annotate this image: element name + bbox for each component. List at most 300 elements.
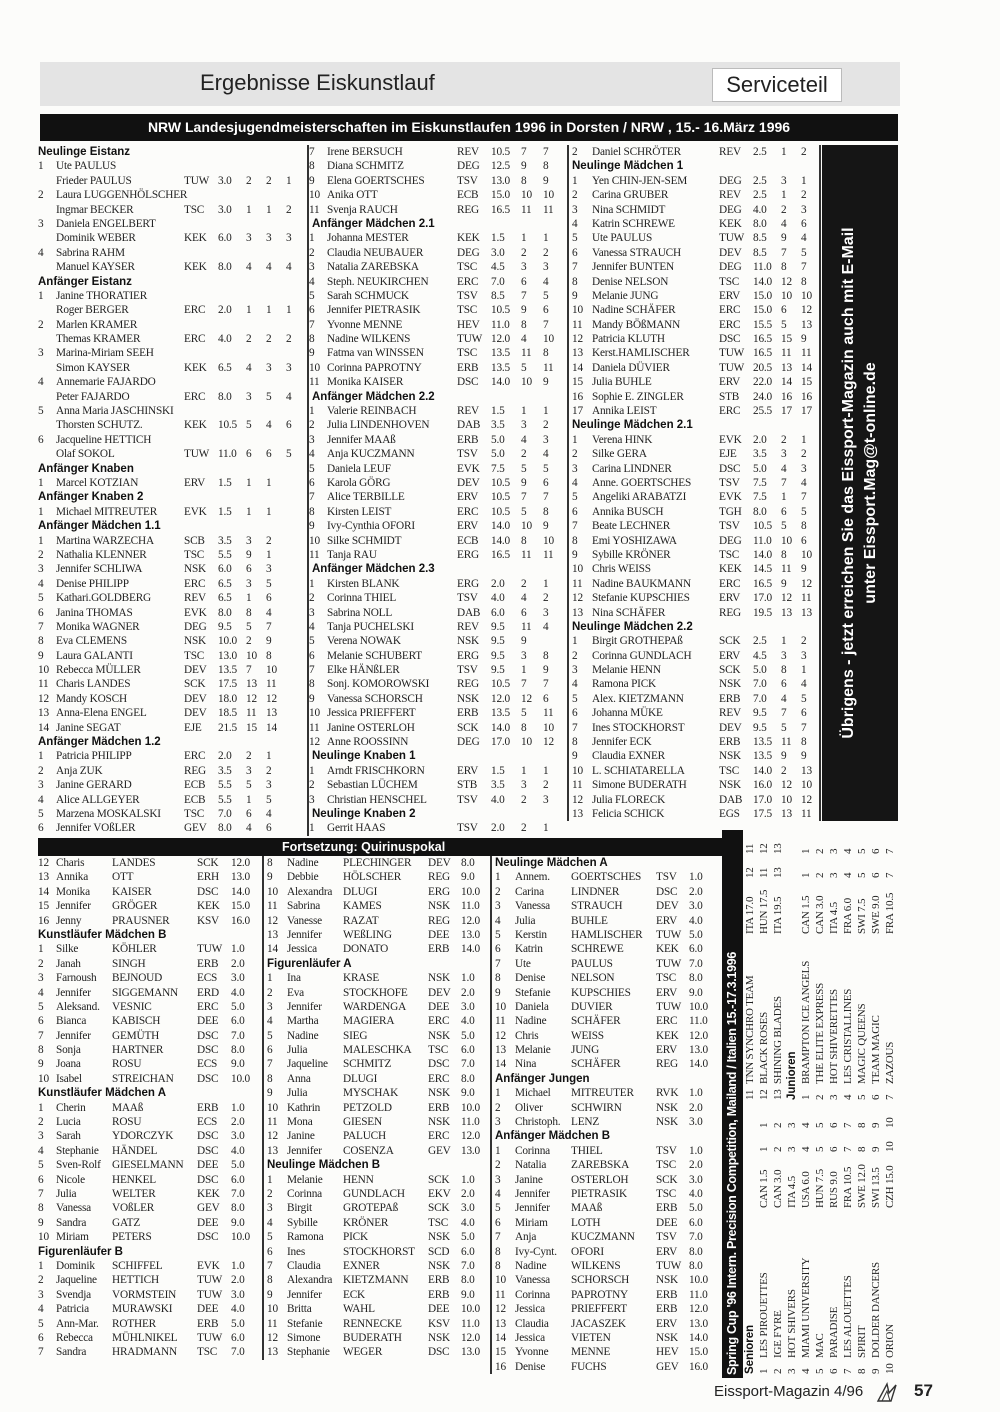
cell-points: 3.5 — [491, 419, 505, 432]
cell-name: Sven-Rolf — [56, 1159, 101, 1172]
result-row — [38, 1158, 261, 1172]
cell-rank: 15 — [38, 900, 49, 913]
cell-place-2: 1 — [543, 577, 549, 590]
cell-rank: 2 — [38, 1116, 44, 1129]
cell-place-1: 1.0 — [231, 943, 245, 956]
cell-club: YDORCZYK — [112, 1130, 174, 1143]
cell-place-1: 3 — [828, 848, 840, 854]
cell-club: BUDERATH — [343, 1331, 402, 1344]
cell-club: LANDES — [112, 857, 156, 869]
cell-rank: 14 — [38, 885, 49, 898]
cell-name: Monika WAGNER — [56, 620, 140, 633]
result-row — [572, 375, 819, 389]
cell-place-1: 7 — [842, 1122, 854, 1128]
result-row — [38, 433, 303, 447]
cell-place-1: 8.0 — [461, 1072, 475, 1085]
cell-place-1: 4 — [246, 822, 252, 835]
category-heading: Neulinge Mädchen B — [267, 1159, 381, 1172]
cell-name: Michael MITREUTER — [56, 505, 158, 518]
cell-name: Nathalia KLENNER — [56, 548, 147, 561]
cell-points: 12.5 — [491, 160, 510, 173]
result-row — [309, 275, 565, 289]
cell-rank: 8 — [495, 972, 501, 985]
result-row — [572, 505, 819, 519]
cell-rank: 8 — [38, 1202, 44, 1215]
cell-points: 9.5 — [491, 620, 505, 633]
cell-club: ERC — [719, 577, 741, 590]
cell-rank: 4 — [38, 1144, 44, 1157]
cell-place-1: 5 — [521, 505, 527, 518]
result-row — [309, 231, 565, 245]
cell-rank: 11 — [267, 1116, 278, 1129]
result-row — [495, 928, 722, 942]
cell-points: 10.5 — [491, 304, 510, 317]
result-row — [827, 830, 841, 1100]
cell-name: Annem. — [515, 871, 550, 884]
cell-club: HRADMANN — [112, 1346, 177, 1359]
cell-name: Martha — [287, 1015, 319, 1028]
cell-club: REV — [457, 620, 479, 633]
cell-rank: 3 — [495, 900, 501, 913]
cell-place-1: 12.0 — [689, 1303, 708, 1316]
cell-points: TUW — [197, 1331, 223, 1344]
result-row — [309, 260, 565, 274]
cell-rank: 2 — [495, 1159, 501, 1172]
cell-rank: 1 — [38, 750, 44, 763]
cell-name: MAGIC QUEENS — [856, 1003, 868, 1084]
cell-rank — [38, 231, 56, 245]
cell-points: ERB — [656, 1303, 678, 1316]
cell-place-1: 1.0 — [689, 871, 703, 884]
cell-name: Charis LANDES — [56, 678, 131, 691]
cell-name: Janina THOMAS — [56, 606, 133, 619]
cell-place-2: 1 — [266, 548, 272, 561]
cell-club: ITA 17.0 — [744, 896, 756, 934]
result-row — [267, 942, 490, 956]
cell-rank: 5 — [267, 1029, 273, 1042]
cell-club: ROSU — [112, 1058, 142, 1071]
cell-place-2: 2 — [801, 146, 807, 158]
cell-rank — [38, 447, 56, 461]
cell-points: HEV — [656, 1346, 679, 1359]
result-row — [38, 361, 303, 375]
cell-place-2: 4 — [266, 261, 272, 274]
cell-rank: 3 — [38, 347, 44, 360]
cell-place-2: 6 — [801, 707, 807, 720]
cell-rank: 1 — [572, 635, 578, 648]
cell-place-2: 7 — [801, 261, 807, 274]
cell-rank: 10 — [495, 1000, 506, 1013]
cell-name: Vanessa — [56, 1202, 91, 1215]
cell-points: KSV — [197, 914, 219, 927]
result-row — [38, 1129, 261, 1143]
cell-club: REV — [719, 707, 741, 720]
cell-club: DEG — [184, 620, 207, 633]
cell-club: SWE 12.0 — [856, 1164, 868, 1208]
cell-rank: 16 — [572, 390, 583, 403]
cell-club: LENZ — [571, 1116, 600, 1129]
cell-place-2: 6 — [543, 476, 549, 489]
result-row — [267, 1173, 490, 1187]
cell-club: STB — [719, 390, 740, 403]
result-row — [267, 986, 490, 1000]
cell-name: Eva CLEMENS — [56, 635, 127, 648]
cell-name: Kerstin — [515, 928, 547, 941]
result-row — [38, 246, 303, 260]
results-column-2 — [307, 145, 565, 836]
result-row — [572, 174, 819, 188]
cell-rank: 13 — [572, 807, 583, 820]
cell-rank: 7 — [495, 1231, 501, 1244]
cell-place-1: 10 — [781, 534, 792, 547]
cell-place-2: 1 — [266, 750, 272, 763]
cell-name: Themas KRAMER — [56, 333, 141, 346]
cell-club: REG — [719, 606, 741, 619]
result-row — [572, 332, 819, 346]
cell-place-2: 8 — [543, 347, 549, 360]
cell-points: SCD — [428, 1245, 450, 1258]
cell-points: 5.0 — [753, 462, 767, 475]
cell-points: NSK — [428, 1029, 450, 1042]
cell-name: TEAM MAGIC — [870, 1015, 882, 1084]
cell-club: RUS 9.0 — [828, 1171, 840, 1208]
cell-points: 17.5 — [218, 678, 237, 691]
cell-points: 22.0 — [753, 376, 772, 389]
cell-rank: 7 — [309, 146, 315, 158]
result-row — [757, 1104, 771, 1374]
cell-place-1: 13.0 — [461, 1346, 480, 1359]
cell-points: 10.0 — [218, 635, 237, 648]
cell-place-2: 12 — [266, 692, 277, 705]
cell-place-2: 14 — [266, 721, 277, 734]
cell-club: ECK — [343, 1288, 365, 1301]
cell-rank: 9 — [309, 520, 315, 533]
cell-place-1: 11 — [521, 548, 532, 561]
cell-points: 9.5 — [491, 635, 505, 648]
cell-club: ECB — [184, 793, 206, 806]
result-row — [267, 1057, 490, 1071]
cell-club: NSK — [719, 779, 741, 792]
category-heading: Anfänger Mädchen B — [495, 1130, 611, 1143]
cell-points: 11 — [758, 867, 770, 878]
cell-points: EVK — [197, 1259, 220, 1272]
cell-place-1: 3.0 — [461, 1000, 475, 1013]
cell-rank: 13 — [38, 871, 49, 884]
cell-club: PICK — [343, 1231, 368, 1244]
cell-club: SCHWIRN — [571, 1101, 622, 1114]
magazine-logo-icon — [876, 1381, 898, 1403]
cell-place-1: 10.0 — [231, 1072, 250, 1085]
cell-points: 8.5 — [753, 246, 767, 259]
cell-club: GRÖGER — [112, 900, 158, 913]
cell-name: Corinna THIEL — [327, 592, 397, 605]
cell-club: SCHÄFER — [571, 1015, 621, 1028]
result-row — [38, 476, 303, 490]
cell-points: 3.5 — [491, 779, 505, 792]
cell-name: Manuel KAYSER — [56, 261, 135, 274]
cell-points: SCK — [197, 857, 219, 869]
cell-name: Corinna GUNDLACH — [592, 649, 692, 662]
cell-club: PLECHINGER — [343, 857, 412, 869]
cell-name: Johanna MÜKE — [592, 707, 663, 720]
result-row — [267, 1187, 490, 1201]
spring-cup-section — [722, 830, 902, 1378]
cell-name: Arndt FRISCHKORN — [327, 764, 425, 777]
cell-place-2: 9 — [543, 664, 549, 677]
cell-points: 17.0 — [753, 793, 772, 806]
result-row — [572, 203, 819, 217]
cell-club: ECB — [457, 534, 479, 547]
cell-name: Joana — [56, 1058, 81, 1071]
cell-points: DSC — [197, 1231, 219, 1244]
cell-rank: 5 — [495, 1202, 501, 1215]
cell-club: TSC — [457, 304, 478, 317]
result-row — [572, 548, 819, 562]
cell-place-2: 13 — [801, 764, 812, 777]
cell-place-1: 2 — [772, 1122, 784, 1128]
cell-place-1: 8.0 — [231, 1044, 245, 1057]
cell-name: Corinna — [515, 1288, 550, 1301]
cell-name: Julia — [287, 1044, 308, 1057]
cell-points: 6.5 — [218, 577, 232, 590]
result-row — [883, 830, 897, 1100]
cell-name: Jennifer — [515, 1202, 550, 1215]
cell-points: 14.0 — [491, 534, 510, 547]
cell-club: PRIEFFERT — [571, 1303, 627, 1316]
cell-points: 10.5 — [491, 491, 510, 504]
cell-place-1: 11 — [781, 563, 792, 576]
cell-rank: 1 — [38, 476, 44, 489]
cell-name: Vanessa STRAUCH — [592, 246, 681, 259]
cell-points: 11.0 — [753, 534, 772, 547]
result-row — [495, 1259, 722, 1273]
cell-name: Rebecca — [56, 1331, 93, 1344]
cell-place-2: 7 — [543, 678, 549, 691]
cell-place-1: 3 — [521, 779, 527, 792]
result-row — [572, 231, 819, 245]
cell-rank: 11 — [309, 548, 320, 561]
result-row — [267, 1317, 490, 1331]
cell-club: GROTEPAß — [343, 1202, 399, 1215]
cell-name: Jennifer — [287, 928, 322, 941]
cell-points: 9.5 — [218, 620, 232, 633]
cell-name: Melanie SCHUBERT — [327, 649, 422, 662]
cell-points: DSC — [197, 885, 219, 898]
cell-place-1: 4 — [781, 462, 787, 475]
cell-place-2: 12 — [543, 736, 554, 749]
cell-place-1: 2 — [246, 750, 252, 763]
cell-place-2: 13 — [801, 606, 812, 619]
cell-club: LOTH — [571, 1216, 601, 1229]
cell-name: Annika — [56, 871, 89, 884]
result-row — [267, 1043, 490, 1057]
result-row — [38, 1331, 261, 1345]
cell-name: Jennifer ECK — [592, 736, 652, 749]
cell-name: HOT SHIVERS — [786, 1289, 798, 1358]
cell-rank: 3 — [38, 1130, 44, 1143]
cell-place-1: 7.0 — [231, 1346, 245, 1359]
cell-rank: 1 — [38, 943, 44, 956]
cell-name: Kathrin — [287, 1101, 321, 1114]
result-row — [495, 1043, 722, 1057]
cell-club: DAB — [457, 419, 481, 432]
cell-club: NSK — [719, 750, 741, 763]
cell-club: STREICHAN — [112, 1072, 174, 1085]
cell-place-1: 10 — [521, 520, 532, 533]
cell-place-2: 9 — [543, 174, 549, 187]
result-row — [38, 1173, 261, 1187]
cell-place-2: 6 — [266, 448, 272, 461]
cell-club: GUNDLACH — [343, 1187, 405, 1200]
cell-place-1: 1 — [781, 146, 787, 158]
result-row — [572, 562, 819, 576]
cell-club: DEV — [457, 476, 480, 489]
cell-club: NSK — [457, 635, 479, 648]
cell-place-1: 3.0 — [231, 1288, 245, 1301]
cell-place-2: 3 — [543, 606, 549, 619]
cell-points: ERC — [428, 1130, 450, 1143]
cell-place-1: 9 — [521, 476, 527, 489]
result-row — [267, 914, 490, 928]
cell-rank: 15 — [572, 376, 583, 389]
cell-name: Silke SCHMIDT — [327, 534, 402, 547]
cell-place-1: 5.0 — [231, 1000, 245, 1013]
cell-rank: 8 — [572, 736, 578, 749]
cell-points: ERB — [428, 1101, 450, 1114]
cell-name: Julia — [287, 1087, 308, 1100]
cell-club: VIETEN — [571, 1331, 611, 1344]
result-row — [572, 519, 819, 533]
result-row — [267, 1014, 490, 1028]
result-row — [309, 490, 565, 504]
category-heading: Anfänger Mädchen 1.1 — [38, 520, 161, 533]
cell-club: SCHMITZ — [343, 1058, 392, 1071]
cell-place-2: 9 — [801, 563, 807, 576]
cell-club: ROTHER — [112, 1317, 156, 1330]
cell-name: Vanessa — [515, 900, 550, 913]
cell-name: Katrin SCHREWE — [592, 217, 675, 230]
cell-rank: 2 — [38, 548, 44, 561]
cell-rank: 3 — [267, 1202, 273, 1215]
cell-points: 18.0 — [218, 692, 237, 705]
cell-club: ROSU — [112, 1116, 142, 1129]
cell-club: SWE 9.0 — [870, 895, 882, 934]
cell-club: ERV — [457, 520, 479, 533]
cell-place-1: 11 — [781, 347, 792, 360]
cell-place-1: 9.0 — [461, 1288, 475, 1301]
cell-place-1: 2 — [814, 848, 826, 854]
cell-name: Miriam — [515, 1216, 548, 1229]
cell-place-1: 5 — [781, 520, 787, 533]
cell-points: 4 — [842, 872, 854, 878]
cell-rank: 14 — [572, 361, 583, 374]
result-row — [572, 649, 819, 663]
cell-place-1: 9 — [521, 635, 527, 648]
category-heading: Neulinge Mädchen A — [495, 857, 608, 869]
cell-place-2: 10 — [543, 534, 554, 547]
cell-name: Daniela — [515, 1000, 549, 1013]
cell-name: Carina — [515, 885, 544, 898]
cell-club: DEG — [719, 203, 742, 216]
cell-place-1: 4.0 — [231, 986, 245, 999]
cell-place-1: 13.0 — [461, 1144, 480, 1157]
cell-points: DEE — [656, 1216, 678, 1229]
cell-place-2: 5 — [801, 692, 807, 705]
result-row — [855, 830, 869, 1100]
cell-name: Sarah SCHMUCK — [327, 289, 409, 302]
result-row — [572, 692, 819, 706]
cell-name: LES PIROUETTES — [758, 1272, 770, 1358]
cell-club: ERC — [457, 275, 479, 288]
cell-points: 10.5 — [218, 419, 237, 432]
cell-points: DEE — [197, 1216, 219, 1229]
cell-club: DSC — [719, 462, 741, 475]
result-row — [38, 899, 261, 913]
cell-points: NSK — [656, 1331, 678, 1344]
cell-points: 14.0 — [491, 376, 510, 389]
cell-club: ERG — [457, 649, 479, 662]
result-row — [38, 721, 303, 735]
cell-rank: 14 — [495, 1058, 506, 1071]
cell-points: 14.0 — [753, 275, 772, 288]
cell-rank: 7 — [309, 318, 315, 331]
cell-place-1: 13 — [781, 807, 792, 820]
cell-club: FRA 6.0 — [842, 898, 854, 934]
cell-club: ERV — [719, 649, 741, 662]
cell-points: ERV — [656, 914, 678, 927]
cell-name: MAC — [814, 1333, 826, 1358]
cell-place-2: 2 — [543, 246, 549, 259]
cell-name: Natalia ZAREBSKA — [327, 261, 419, 274]
cell-points: 3 — [786, 1146, 798, 1152]
cell-club: RAZAT — [343, 914, 379, 927]
cell-place-2: 11 — [801, 347, 812, 360]
result-row — [267, 1259, 490, 1273]
cell-points: 16.5 — [753, 333, 772, 346]
cell-club: VOßLER — [112, 1202, 155, 1215]
cell-points: ERB — [428, 1288, 450, 1301]
cell-name: Anja KUCZMANN — [327, 448, 415, 461]
cell-rank: 6 — [38, 1015, 44, 1028]
result-row — [495, 1216, 722, 1230]
cell-rank: 7 — [309, 664, 315, 677]
cell-name: Claudia — [515, 1317, 549, 1330]
cell-place-1: 7 — [521, 146, 527, 158]
cell-place-1: 6 — [828, 1122, 840, 1128]
result-row — [38, 1029, 261, 1043]
result-row — [572, 447, 819, 461]
cell-name: Dominik — [56, 1259, 95, 1272]
cell-club: THIEL — [571, 1144, 603, 1157]
cell-place-1: 8.0 — [461, 857, 475, 869]
cell-rank: 9 — [572, 548, 578, 561]
cell-rank: 11 — [744, 1089, 756, 1100]
cell-name: THE ELITE EXPRESS — [814, 982, 826, 1084]
cell-rank: 6 — [572, 246, 578, 259]
result-row — [38, 1000, 261, 1014]
cell-place-1: 5 — [246, 620, 252, 633]
cell-club: PETZOLD — [343, 1101, 392, 1114]
cell-name: Jennifer PIETRASIK — [327, 304, 421, 317]
cell-place-1: 9.0 — [231, 1216, 245, 1229]
cell-club: ERB — [719, 736, 741, 749]
cell-name: BLACK ROSES — [758, 1011, 770, 1084]
cell-club: KEK — [719, 217, 742, 230]
cell-points: RVK — [656, 1087, 679, 1100]
cell-rank: 14 — [495, 1331, 506, 1344]
cell-club: EJE — [719, 448, 737, 461]
cell-place-1: 10 — [246, 649, 257, 662]
